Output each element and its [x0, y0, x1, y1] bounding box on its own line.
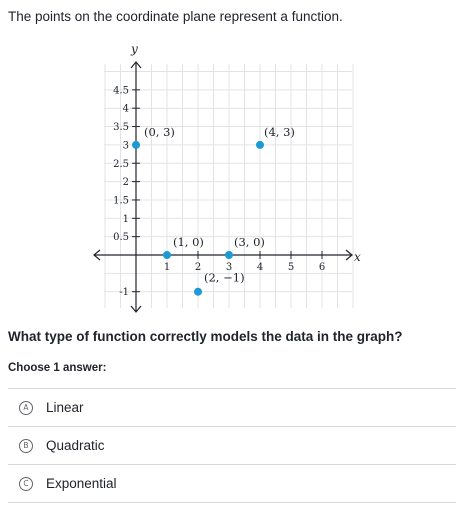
x-tick-label: 2 [194, 262, 202, 273]
choice-a[interactable] [8, 388, 456, 426]
data-point [256, 141, 264, 149]
data-point-label: (0, 3) [144, 124, 175, 139]
y-tick-label: 3.5 [113, 122, 129, 134]
y-tick-label: 2 [122, 177, 129, 189]
choice-c-letter: C [19, 477, 33, 491]
y-tick-label: 4.5 [113, 85, 129, 97]
choice-c[interactable] [8, 464, 456, 503]
data-point [163, 251, 171, 259]
answer-choices [8, 388, 456, 503]
data-point-label: (1, 0) [173, 235, 204, 249]
axis-ticks [113, 85, 325, 298]
y-tick-label: 1.5 [113, 195, 129, 207]
choice-c-label: Exponential [46, 476, 117, 491]
data-point-label: (4, 3) [264, 124, 295, 139]
choice-b-letter: B [19, 439, 33, 453]
choice-b[interactable] [8, 426, 456, 464]
y-tick-label: -1 [119, 287, 129, 299]
choice-a-label: Linear [46, 400, 84, 415]
data-point-label: (3, 0) [234, 235, 265, 249]
prompt-text: The points on the coordinate plane represent a function. [8, 9, 343, 24]
data-point [225, 251, 233, 259]
x-tick-label: 4 [256, 262, 264, 273]
data-point [132, 141, 140, 149]
choose-label: Choose 1 answer: [8, 362, 107, 374]
y-tick-label: 2.5 [113, 158, 129, 170]
y-tick-label: 4 [122, 103, 129, 115]
x-tick-label: 5 [287, 262, 295, 273]
x-tick-label: 1 [163, 262, 171, 273]
x-tick-label: 3 [225, 262, 233, 273]
y-axis-label: y [131, 42, 138, 56]
x-tick-label: 6 [318, 262, 326, 273]
choice-b-label: Quadratic [46, 438, 105, 453]
question-text: What type of function correctly models the data in the graph? [8, 329, 403, 344]
y-tick-label: 0.5 [113, 232, 129, 244]
data-point-label: (2, −1) [204, 270, 245, 285]
y-tick-label: 1 [122, 213, 129, 225]
choice-a-letter: A [19, 401, 33, 415]
data-point [194, 288, 202, 296]
x-axis-label: x [354, 250, 361, 264]
y-tick-label: 3 [122, 140, 129, 152]
